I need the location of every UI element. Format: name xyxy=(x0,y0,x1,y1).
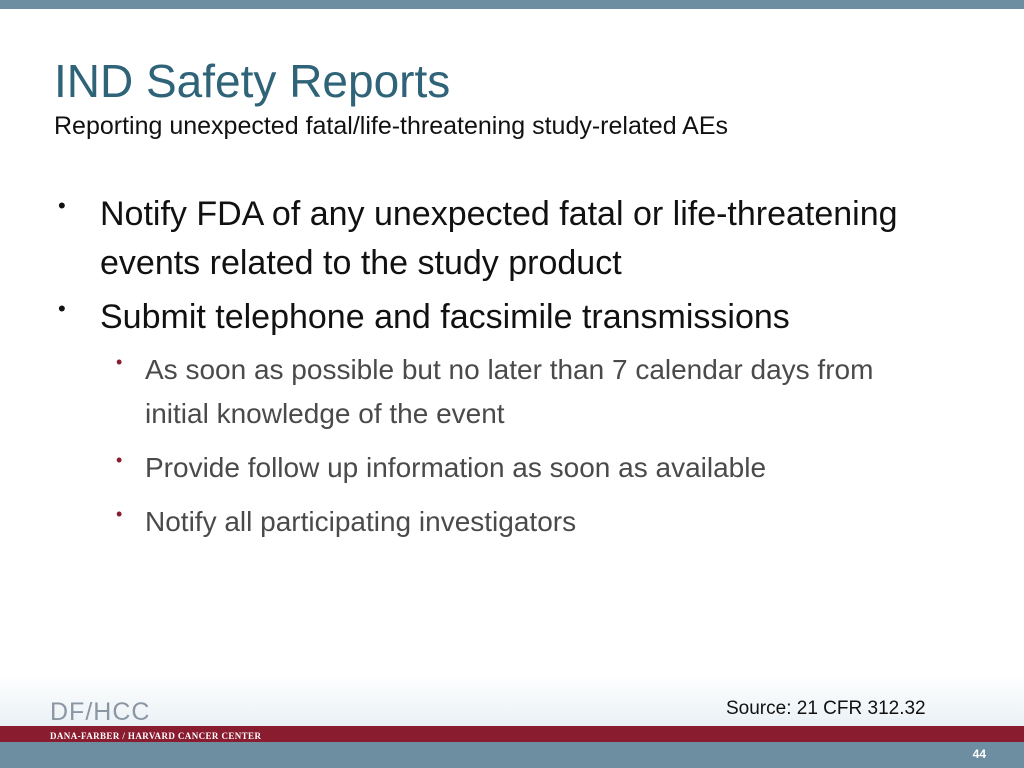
sub-bullet-item xyxy=(100,348,964,436)
bullet-dot-icon: • xyxy=(58,193,66,218)
sub-bullet-text: Provide follow up information as soon as available xyxy=(145,451,767,483)
sub-bullet-list xyxy=(100,348,964,544)
bullet-list xyxy=(0,190,1024,554)
bullet-text: Submit telephone and facsimile transmissions xyxy=(100,298,790,337)
footer-blue-bar xyxy=(0,742,1024,768)
dfhcc-logo: DF/HCC xyxy=(50,698,151,726)
slide-subtitle: Reporting unexpected fatal/life-threatening study-related AEs xyxy=(54,112,729,140)
source-citation: Source: 21 CFR 312.32 xyxy=(726,698,926,719)
logo-subtext: DANA-FARBER / HARVARD CANCER CENTER xyxy=(50,731,262,741)
bullet-item xyxy=(0,293,1024,543)
sub-bullet-text: Notify all participating investigators xyxy=(145,505,577,537)
page-number: 44 xyxy=(972,747,986,761)
sub-bullet-dot-icon: • xyxy=(116,351,123,372)
sub-bullet-item xyxy=(100,446,964,490)
sub-bullet-item xyxy=(100,500,964,544)
bullet-text: Notify FDA of any unexpected fatal or life-threatening events related to the study product xyxy=(100,195,898,282)
bullet-item xyxy=(0,190,1024,287)
slide-title: IND Safety Reports xyxy=(54,55,451,107)
top-accent-bar xyxy=(0,0,1024,9)
bullet-dot-icon: • xyxy=(58,296,66,322)
sub-bullet-text: As soon as possible but no later than 7 calendar days from initial knowledge of the event xyxy=(145,353,874,429)
sub-bullet-dot-icon: • xyxy=(116,449,123,470)
sub-bullet-dot-icon: • xyxy=(116,503,123,524)
